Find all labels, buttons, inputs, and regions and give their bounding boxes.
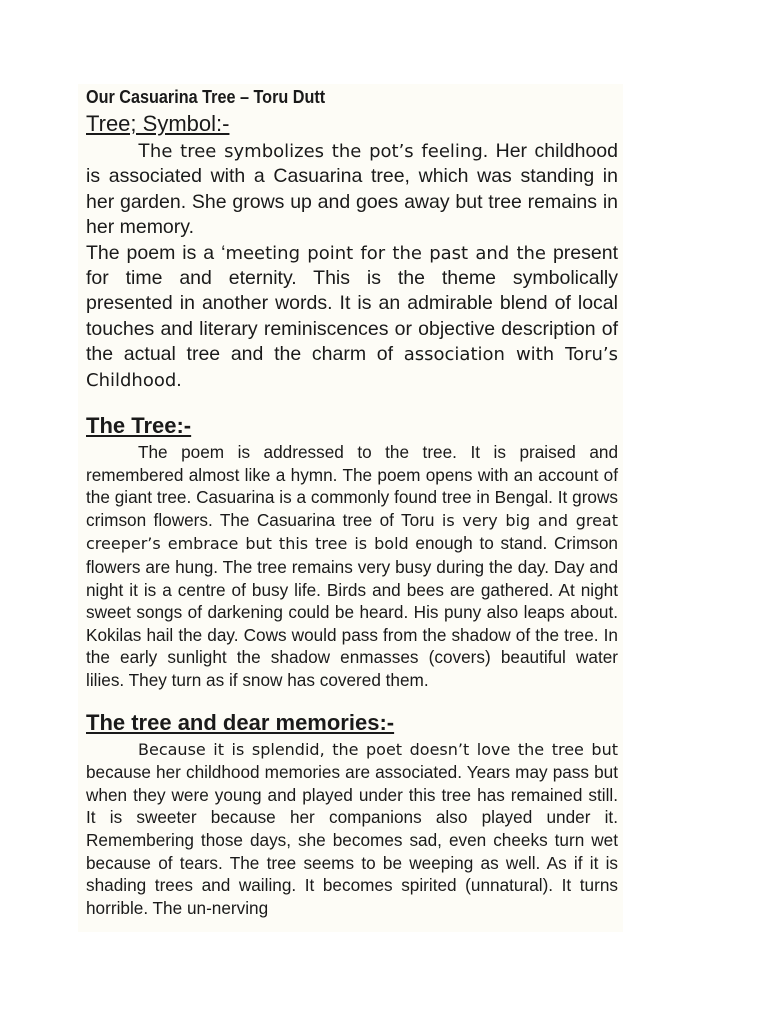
- text-span: .: [176, 368, 182, 391]
- text-span: enough to stand. Crimson flowers are hung. The tree remains very busy during the day. Day and night it is a centre of busy life. Birds and bees are gathered. At night sweet songs of darkening could be heard. His puny also leaps about. Kokilas hail the day. Cows would pass from the shadow of the tree. In the early sunlight the shadow enmasses (covers) beautiful water lilies. They turn as if snow has covered them.: [86, 533, 618, 690]
- text-span: Because it is splendid, the poet doesn’t love the tree but: [138, 739, 618, 759]
- section-heading-symbol: Tree; Symbol:-: [86, 111, 230, 136]
- section-heading-memories: The tree and dear memories:-: [86, 709, 395, 735]
- text-span: present for time and eternity. This is the theme symbolically presented in another words. It is an admirable blend of local touches and literary reminiscences or objective description of the actual tree and the charm of: [86, 241, 619, 366]
- section-heading-the-tree: The Tree:-: [86, 413, 192, 439]
- document-content: [86, 86, 618, 919]
- symbol-paragraph-1: [86, 139, 618, 241]
- text-span: The poem is a ‘: [86, 241, 226, 264]
- tree-paragraph-1: [86, 441, 618, 692]
- symbol-paragraph-2: [86, 241, 618, 393]
- text-span: association with Toru’s Childhood: [86, 344, 618, 391]
- text-span: he tree symbolizes the pot’s feeling: [149, 141, 483, 162]
- text-span: is very big and great creeper’s embrace but this tree is bold: [86, 510, 619, 554]
- text-span: T: [138, 140, 150, 162]
- text-span: . Her childhood is associated with a Casuarina tree, which was standing in her garden. She grows up and goes away but tree remains in her memory.: [86, 140, 618, 239]
- text-span: because her childhood memories are associated. Years may pass but when they were young and played under this tree has remained still. It is sweeter because her companions also played under it. Remembering those days, she becomes sad, even cheeks turn wet because of tears. The tree seems to be weeping as well. As if it is shading trees and wailing. It becomes spirited (unnatural). It turns horrible. The un-nerving: [86, 762, 618, 918]
- text-span: The poem is addressed to the tree. It is praised and remembered almost like a hymn. The poem opens with an account of the giant tree. Casuarina is a commonly found tree in Bengal. It grows crimson flowers. The Casuarina tree of Toru: [86, 442, 618, 530]
- document-title: Our Casuarina Tree – Toru Dutt: [86, 87, 326, 107]
- memories-paragraph-1: [86, 738, 618, 920]
- text-span: meeting point for the past and the: [225, 242, 547, 264]
